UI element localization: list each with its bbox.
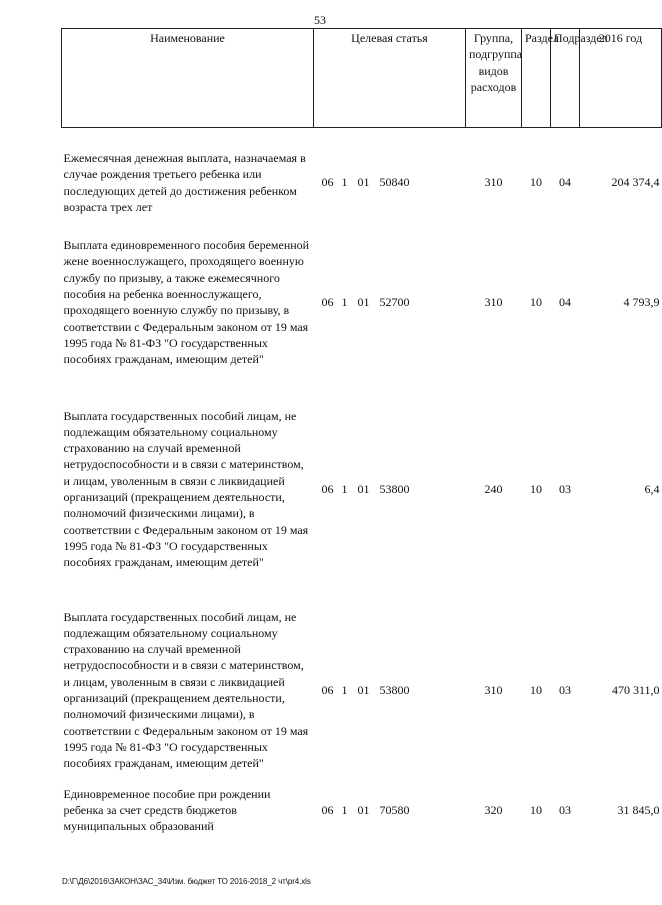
row-subsection: 04 — [559, 175, 571, 190]
row-subsection: 03 — [559, 481, 571, 496]
budget-table — [61, 28, 662, 834]
code-part: 53800 — [379, 481, 410, 496]
header-name: Наименование — [62, 29, 314, 128]
row-section: 10 — [530, 682, 542, 697]
code-part: 06 — [321, 682, 334, 697]
row-amount: 4 793,9 — [623, 295, 660, 310]
row-name: Единовременное пособие при рождении ребенка за счет средств бюджетов муниципальных образований — [63, 786, 271, 834]
code-part: 50840 — [379, 175, 410, 190]
code-part: 06 — [321, 175, 334, 190]
row-target-code — [314, 786, 466, 835]
row-subsection: 03 — [559, 802, 571, 817]
code-part: 01 — [357, 175, 370, 190]
table-row — [62, 786, 662, 835]
code-part: 70580 — [379, 802, 410, 817]
row-target-code — [314, 150, 466, 215]
code-part: 1 — [341, 481, 348, 496]
code-part: 1 — [341, 295, 348, 310]
row-name: Выплата государственных пособий лицам, не подлежащим обязательному социальному страхованию на случай временной нетрудоспособности и в связи с материнством, и лицам, уволенным в связи с ликвидацией организаций (прекращением деятельности, полномочий физическими лицами), в соответствии с Федеральным законом от 19 мая 1995 года № 81-ФЗ "О государственных пособиях гражданам, имеющим детей" — [63, 408, 309, 570]
code-part: 1 — [341, 175, 348, 190]
table-row — [62, 150, 662, 215]
code-part: 06 — [321, 802, 334, 817]
header-subsection: Подраздел — [551, 29, 580, 128]
row-section: 10 — [530, 481, 542, 496]
row-section: 10 — [530, 295, 542, 310]
table-row — [62, 237, 662, 367]
row-name: Выплата единовременного пособия беременной жене военнослужащего, проходящего военную службу по призыву, а также ежемесячного пособия на ребенка военнослужащего, проходящего военную службу по призыву, в соответствии с Федеральным законом от 19 мая 1995 года № 81-ФЗ "О государственных пособиях гражданам, имеющим детей" — [63, 238, 310, 367]
file-path-footer: D:\Г\Д6\2016\ЗАКОН\ЗАС_34\Изм. бюджет ТО 2016-2018_2 чт\pr4.xls — [62, 877, 311, 886]
code-part: 01 — [357, 682, 370, 697]
row-subsection: 04 — [559, 295, 571, 310]
row-amount: 6,4 — [644, 481, 660, 496]
code-part: 1 — [341, 682, 348, 697]
code-part: 01 — [357, 295, 370, 310]
row-section: 10 — [530, 802, 542, 817]
row-group: 320 — [484, 802, 503, 817]
row-target-code — [314, 609, 466, 772]
row-group: 310 — [484, 295, 503, 310]
row-group: 240 — [484, 481, 503, 496]
code-part: 01 — [357, 802, 370, 817]
table-row — [62, 609, 662, 772]
row-amount: 31 845,0 — [617, 802, 660, 817]
table-header-row — [62, 29, 662, 128]
row-amount: 204 374,4 — [611, 175, 660, 190]
row-amount: 470 311,0 — [611, 682, 660, 697]
row-target-code — [314, 408, 466, 571]
row-group: 310 — [484, 175, 503, 190]
header-year: 2016 год — [580, 29, 662, 128]
code-part: 06 — [321, 481, 334, 496]
header-target: Целевая статья — [314, 29, 466, 128]
code-part: 06 — [321, 295, 334, 310]
code-part: 52700 — [379, 295, 410, 310]
page-number: 53 — [314, 13, 326, 27]
row-target-code — [314, 237, 466, 367]
row-name: Ежемесячная денежная выплата, назначаемая в случае рождения третьего ребенка или последующих детей до достижения ребенком возраста трех лет — [63, 151, 306, 214]
code-part: 01 — [357, 481, 370, 496]
row-subsection: 03 — [559, 682, 571, 697]
code-part: 1 — [341, 802, 348, 817]
row-section: 10 — [530, 175, 542, 190]
header-section: Раздел — [522, 29, 551, 128]
table-row — [62, 408, 662, 571]
code-part: 53800 — [379, 682, 410, 697]
row-group: 310 — [484, 682, 503, 697]
header-group: Группа, подгруппа видов расходов — [466, 29, 522, 128]
row-name: Выплата государственных пособий лицам, не подлежащим обязательному социальному страхованию на случай временной нетрудоспособности и в связи с материнством, и лицам, уволенным в связи с ликвидацией организаций (прекращением деятельности, полномочий физическими лицами), в соответствии с Федеральным законом от 19 мая 1995 года № 81-ФЗ "О государственных пособиях гражданам, имеющим детей" — [63, 609, 309, 771]
